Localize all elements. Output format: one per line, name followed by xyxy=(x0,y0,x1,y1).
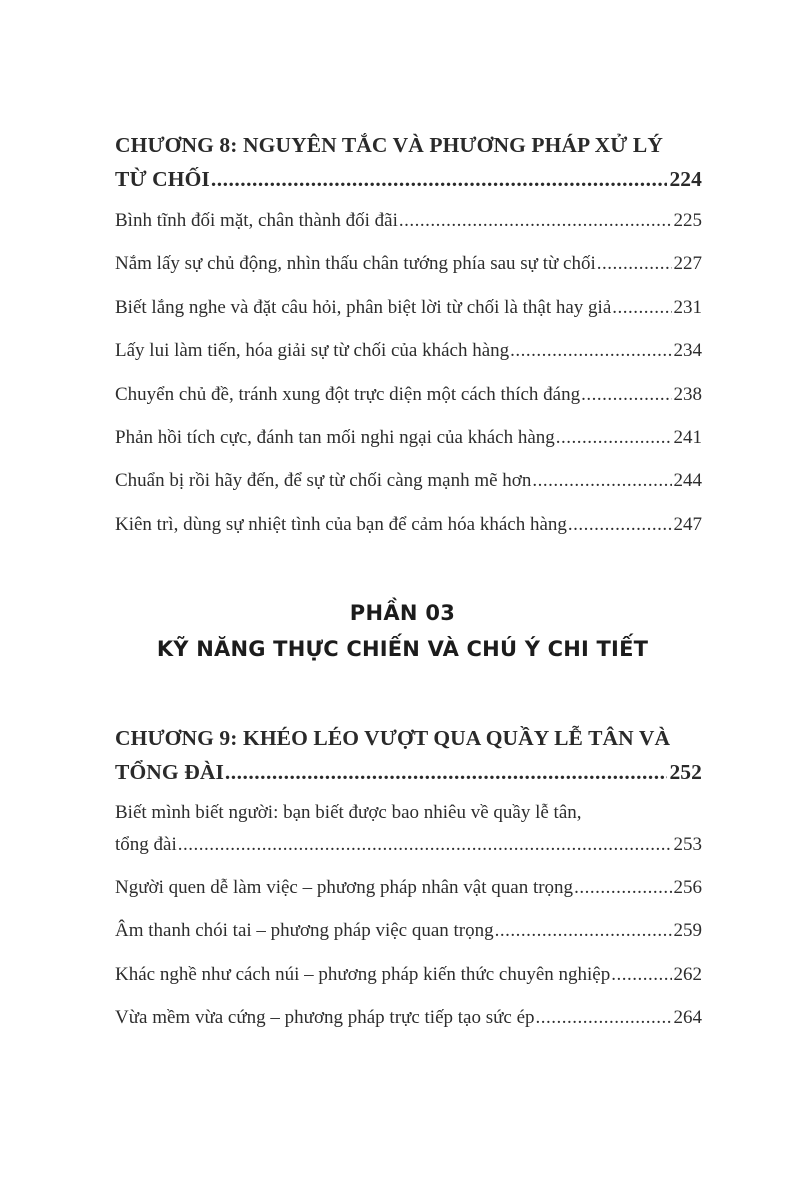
chapter-9-entries xyxy=(115,798,702,1047)
toc-entry[interactable] xyxy=(115,916,702,959)
chapter-8-entries xyxy=(115,206,702,553)
toc-entry[interactable] xyxy=(115,423,702,466)
toc-entry[interactable] xyxy=(115,960,702,1003)
toc-entry-page: 238 xyxy=(673,383,702,405)
toc-entry-title: Bình tĩnh đối mặt, chân thành đối đãi xyxy=(115,210,398,231)
toc-entry[interactable] xyxy=(115,510,702,553)
leader-dots xyxy=(495,916,672,946)
toc-entry[interactable] xyxy=(115,380,702,423)
toc-entry-page: 231 xyxy=(673,296,702,318)
toc-entry-page: 227 xyxy=(673,253,702,275)
toc-entry[interactable] xyxy=(115,249,702,292)
chapter-8-page: 224 xyxy=(669,167,702,191)
toc-entry-title: Kiên trì, dùng sự nhiệt tình của bạn để cảm hóa khách hàng xyxy=(115,513,567,535)
toc-entry-title: Chuyển chủ đề, tránh xung đột trực diện một cách thích đáng xyxy=(115,383,581,405)
leader-dots xyxy=(597,249,672,279)
toc-entry-page: 253 xyxy=(673,834,702,855)
chapter-8-title-text: TỪ CHỐI xyxy=(115,167,210,191)
part-heading xyxy=(0,595,805,667)
leader-dots xyxy=(581,380,671,410)
chapter-9-heading xyxy=(115,721,702,789)
leader-dots xyxy=(556,423,672,453)
leader-dots xyxy=(574,873,671,903)
leader-dots xyxy=(225,755,668,789)
chapter-9-title-line1: CHƯƠNG 9: KHÉO LÉO VƯỢT QUA QUẦY LỄ TÂN VÀ xyxy=(115,726,671,750)
toc-entry-page: 244 xyxy=(673,470,702,492)
part-title: KỸ NĂNG THỰC CHIẾN VÀ CHÚ Ý CHI TIẾT xyxy=(156,637,649,661)
chapter-8-title-line2[interactable] xyxy=(115,162,702,196)
toc-entry-page: 247 xyxy=(673,513,702,535)
toc-entry[interactable] xyxy=(115,293,702,336)
toc-entry[interactable] xyxy=(115,873,702,916)
toc-entry-page: 259 xyxy=(673,920,702,942)
toc-entry-page: 234 xyxy=(673,340,702,362)
toc-entry-title: Khác nghề như cách núi – phương pháp kiến thức chuyên nghiệp xyxy=(115,963,611,985)
toc-entry-page: 264 xyxy=(673,1007,702,1029)
toc-entry-page: 225 xyxy=(673,210,702,231)
leader-dots xyxy=(211,162,668,196)
toc-entry-title-line1: Biết mình biết người: bạn biết được bao nhiêu về quầy lễ tân, xyxy=(115,802,582,823)
toc-entry-title: Người quen dễ làm việc – phương pháp nhân vật quan trọng xyxy=(115,877,574,898)
toc-entry[interactable] xyxy=(115,206,702,249)
leader-dots xyxy=(178,830,672,860)
toc-entry-page: 256 xyxy=(673,877,702,898)
toc-entry-title: Biết lắng nghe và đặt câu hỏi, phân biệt lời từ chối là thật hay giả xyxy=(115,296,612,318)
toc-entry[interactable] xyxy=(115,1003,702,1046)
chapter-9-page: 252 xyxy=(669,760,702,784)
toc-entry-title-line2: tổng đài xyxy=(115,834,177,855)
toc-entry-title: Âm thanh chói tai – phương pháp việc quan trọng xyxy=(115,920,494,942)
leader-dots xyxy=(510,336,671,366)
toc-entry-title: Vừa mềm vừa cứng – phương pháp trực tiếp tạo sức ép xyxy=(115,1007,535,1029)
chapter-9-title-text: TỔNG ĐÀI xyxy=(115,760,224,784)
chapter-8-title-line1: CHƯƠNG 8: NGUYÊN TẮC VÀ PHƯƠNG PHÁP XỬ LÝ xyxy=(115,133,663,157)
toc-entry-title: Nắm lấy sự chủ động, nhìn thấu chân tướng phía sau sự từ chối xyxy=(115,253,596,275)
toc-entry-title: Lấy lui làm tiến, hóa giải sự từ chối của khách hàng xyxy=(115,340,510,362)
toc-entry-title: Phản hồi tích cực, đánh tan mối nghi ngại của khách hàng xyxy=(115,426,555,448)
chapter-8-heading xyxy=(115,128,702,196)
leader-dots xyxy=(536,1003,672,1033)
chapter-9-title-line2[interactable] xyxy=(115,755,702,789)
toc-entry[interactable] xyxy=(115,466,702,509)
toc-entry-title: Chuẩn bị rồi hãy đến, để sự từ chối càng mạnh mẽ hơn xyxy=(115,470,532,492)
toc-entry-page: 241 xyxy=(673,426,702,448)
toc-entry-multiline[interactable] xyxy=(115,798,702,873)
leader-dots xyxy=(568,510,672,540)
leader-dots xyxy=(399,206,672,236)
leader-dots xyxy=(611,960,671,990)
toc-entry-page: 262 xyxy=(673,963,702,985)
toc-entry[interactable] xyxy=(115,336,702,379)
leader-dots xyxy=(532,466,671,496)
leader-dots xyxy=(612,293,671,323)
part-number: PHẦN 03 xyxy=(349,601,456,625)
